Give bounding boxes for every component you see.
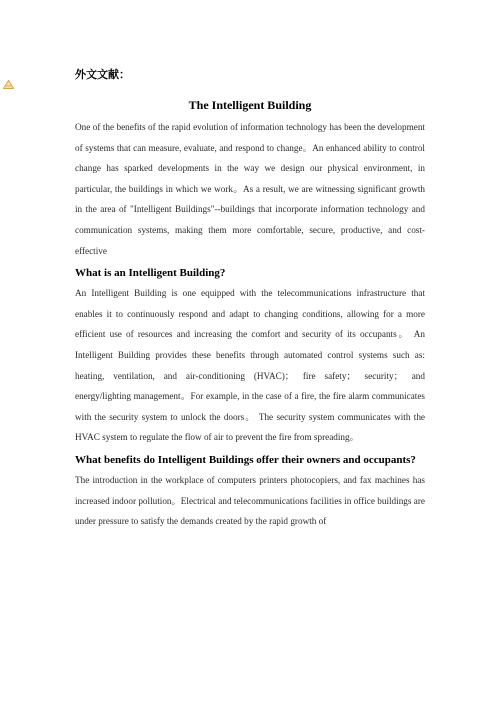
triangle-marker-icon — [3, 80, 14, 89]
document-title: The Intelligent Building — [188, 98, 312, 112]
benefits-paragraph: The introduction in the workplace of computers printers photocopiers, and fax machines has increased indoor pollution。Electrical and telecommunications facilities in office buildings are under pressure to satisfy the demands created by the rapid growth of — [75, 474, 425, 527]
document-body — [75, 66, 425, 532]
intro-paragraph: One of the benefits of the rapid evolution of information technology has been the development of systems that can measure, evaluate, and respond to change。An enhanced ability to control change has sparked developments in the way we design our physical environment, in particular, the buildings in which we work。As a result, we are witnessing significant growth in the area of "Intelligent Buildings"--buildings that incorporate information technology and communication systems, making them more comfortable, secure, productive, and cost-effective — [75, 122, 425, 256]
section-heading-what-is: What is an Intelligent Building? — [75, 267, 226, 280]
foreign-literature-heading: 外文文献： — [75, 68, 130, 81]
what-is-paragraph: An Intelligent Building is one equipped with the telecommunications infrastructure that enables it to continuously respond and adapt to changing conditions, allowing for a more efficient use of resources and increasing the comfort and security of its occupants。 An Intelligent Building provides these benefits through automated control systems such as: heating, ventilation, and air-conditioning (HVAC)； fire safety； security； and energy/lighting management。For example, in the case of a fire, the fire alarm communicates with the security system to unlock the doors。 The security system communicates with the HVAC system to regulate the flow of air to prevent the fire from spreading。 — [75, 288, 425, 443]
section-heading-benefits: What benefits do Intelligent Buildings offer their owners and occupants? — [75, 453, 416, 466]
